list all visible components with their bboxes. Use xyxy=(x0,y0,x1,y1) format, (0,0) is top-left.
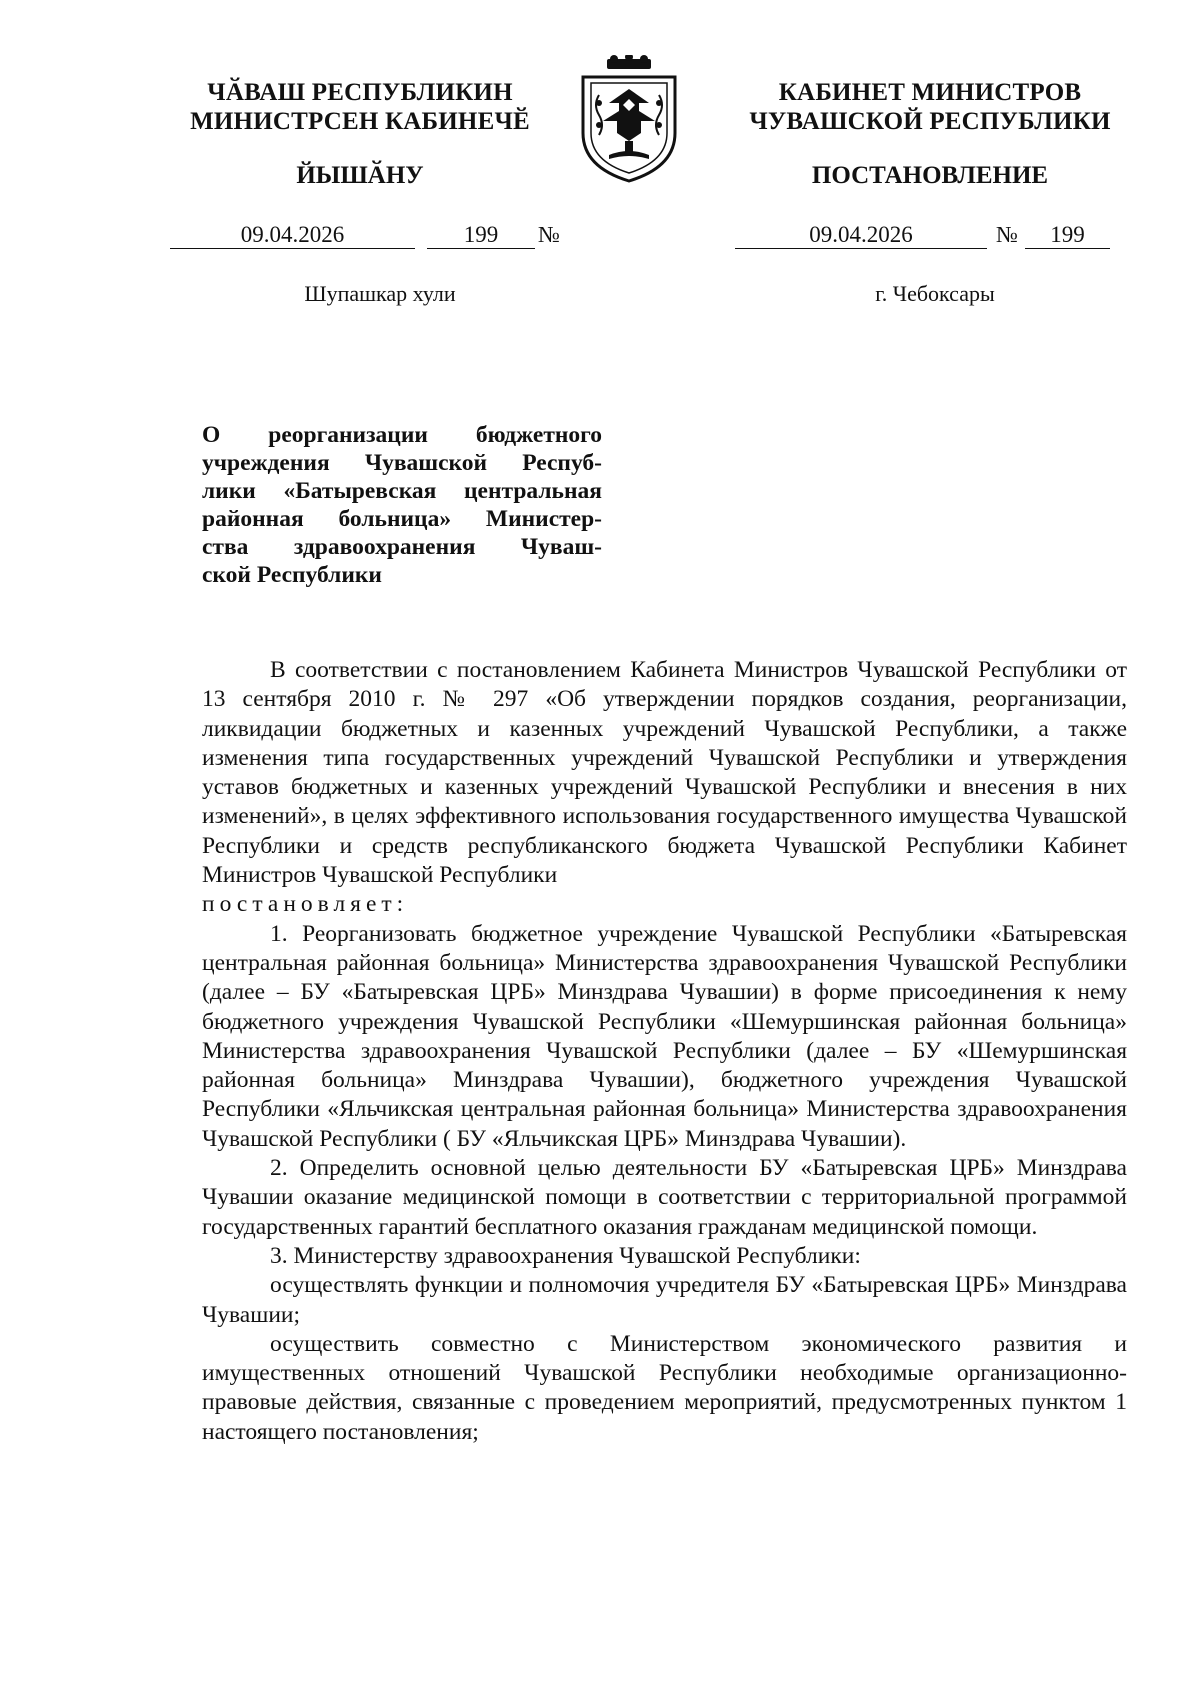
left-date-field: 09.04.2026 xyxy=(170,222,415,249)
header-chuvash-line2: МИНИСТРСЕН КАБИНЕЧӖ xyxy=(190,108,530,135)
subject-line: ской Республики xyxy=(202,562,382,588)
right-date-field: 09.04.2026 xyxy=(735,222,987,249)
doctype-russian: ПОСТАНОВЛЕНИЕ xyxy=(811,162,1049,189)
place-chuvash: Шупашкар хули xyxy=(304,281,456,306)
subject-line: районная больница» Министер- xyxy=(202,506,602,532)
paragraph-3a: осуществлять функции и полномочия учредителя БУ «Батыревская ЦРБ» Минздрава Чувашии; xyxy=(202,1272,1127,1328)
subject-line: О реорганизации бюджетного xyxy=(202,422,602,448)
chuvash-coat-of-arms-icon xyxy=(569,55,689,185)
right-number-field: 199 xyxy=(1025,222,1110,249)
left-number-sign: № xyxy=(538,222,560,247)
header-chuvash xyxy=(160,78,560,136)
right-number-sign: № xyxy=(996,222,1018,247)
subject-line: учреждения Чувашской Респуб- xyxy=(202,450,602,476)
subject-line: лики «Батыревская центральная xyxy=(202,478,602,504)
place-russian: г. Чебоксары xyxy=(875,281,995,306)
document-body xyxy=(202,656,1127,1447)
header-russian-line2: ЧУВАШСКОЙ РЕСПУБЛИКИ xyxy=(749,108,1111,135)
header-chuvash-line1: ЧӐВАШ РЕСПУБЛИКИН xyxy=(207,79,513,106)
document-subject xyxy=(202,421,602,589)
header-russian xyxy=(720,78,1140,136)
preamble-paragraph: В соответствии с постановлением Кабинета Министров Чувашской Республики от 13 сентября 2010 г. № 297 «Об утверждении порядков создания, реорганизации, ликвидации бюджетных и казенных учреждений Чувашской Республики, а также изменения типа государственных учреждений Чувашской Республики и утверждения уставов бюджетных и казенных учреждений Чувашской Республики и внесения в них изменений», в целях эффективного использования государственного имущества Чувашской Республики и средств республиканского бюджета Чувашской Республики Кабинет Министров Чувашской Республики xyxy=(202,657,1127,889)
paragraph-3: 3. Министерству здравоохранения Чувашской Республики: xyxy=(270,1242,861,1269)
paragraph-3b: осуществить совместно с Министерством экономического развития и имущественных отношений Чувашской Республики необходимые организационно-правовые действия, связанные с проведением мероприятий, предусмотренных пунктом 1 настоящего постановления; xyxy=(202,1330,1127,1445)
doctype-chuvash: ЙЫШӐНУ xyxy=(296,162,424,189)
decree-word: постановляет: xyxy=(202,891,409,918)
left-number-field: 199 xyxy=(427,222,535,249)
header-russian-line1: КАБИНЕТ МИНИСТРОВ xyxy=(778,79,1082,106)
paragraph-1: 1. Реорганизовать бюджетное учреждение Чувашской Республики «Батыревская центральная районная больница» Министерства здравоохранения Чувашской Республики (далее – БУ «Батыревская ЦРБ» Минздрава Чувашии) в форме присоединения к нему бюджетного учреждения Чувашской Республики «Шемуршинская районная больница» Министерства здравоохранения Чувашской Республики (далее – БУ «Шемуршинская районная больница» Минздрава Чувашии), бюджетного учреждения Чувашской Республики «Яльчикская центральная районная больница» Министерства здравоохранения Чувашской Республики ( БУ «Яльчикская ЦРБ» Минздрава Чувашии). xyxy=(202,920,1127,1152)
paragraph-2: 2. Определить основной целью деятельности БУ «Батыревская ЦРБ» Минздрава Чувашии оказание медицинской помощи в соответствии с территориальной программой государственных гарантий бесплатного оказания гражданам медицинской помощи. xyxy=(202,1155,1127,1240)
subject-line: ства здравоохранения Чуваш- xyxy=(202,534,602,560)
